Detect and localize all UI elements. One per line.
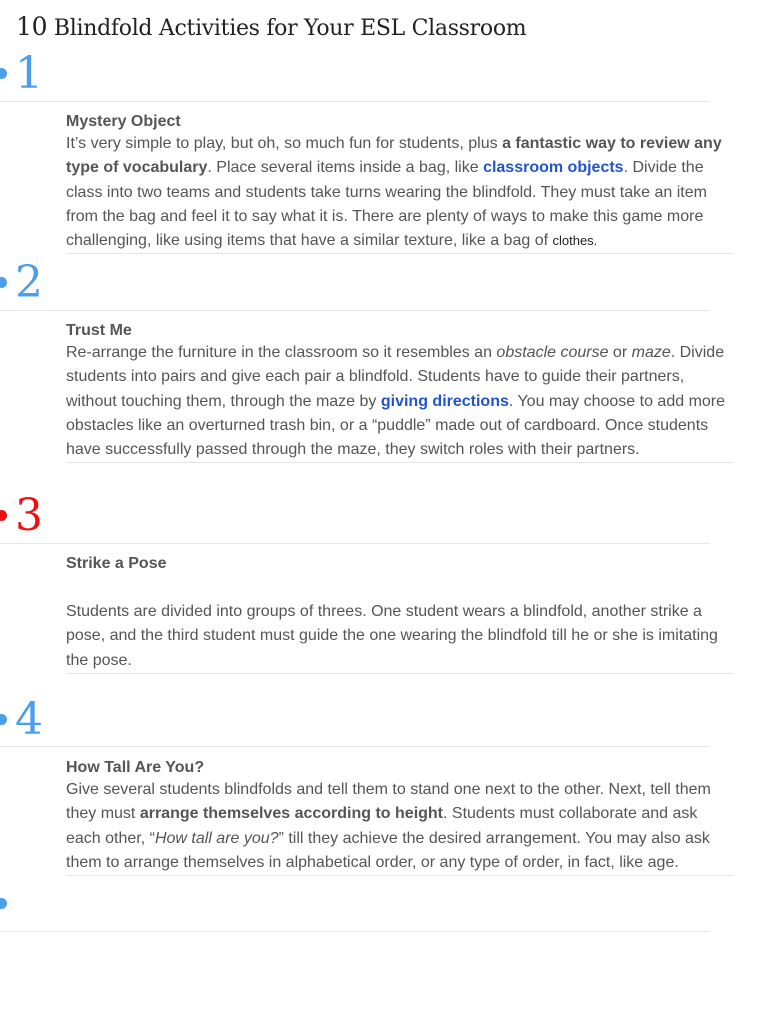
- item-heading: How Tall Are You?: [66, 759, 205, 776]
- bullet-dot-icon: [0, 510, 7, 521]
- item-1-section: [66, 106, 734, 254]
- page-title: [16, 12, 526, 41]
- item-heading: Strike a Pose: [66, 555, 167, 572]
- divider: [0, 310, 710, 311]
- title-number: 10: [16, 12, 48, 41]
- divider: [0, 746, 710, 747]
- divider: [0, 931, 710, 932]
- divider: [66, 462, 734, 463]
- divider: [0, 543, 710, 544]
- bullet-dot-icon: [0, 898, 7, 909]
- item-number: 2: [15, 257, 43, 308]
- item-number: 4: [15, 694, 43, 745]
- title-text: Blindfold Activities for Your ESL Classroom: [53, 16, 527, 41]
- bullet-dot-icon: [0, 68, 7, 79]
- item-4-section: [66, 752, 734, 876]
- item-body: Re-arrange the furniture in the classroom so it resembles an obstacle course or maze. Divide students into pairs and give each pair a blindfold. Students have to guide their partners, without touching them, through the maze by giving directions. You may choose to add more obstacles like an overturned trash bin, or a “puddle” made out of cardboard. Once students have successfully passed through the maze, they switch roles with their partners.: [66, 344, 726, 459]
- item-number: 1: [15, 48, 43, 99]
- divider: [66, 875, 734, 876]
- divider: [66, 253, 734, 254]
- item-heading: Mystery Object: [66, 113, 181, 130]
- item-3-section: [66, 548, 734, 674]
- giving-directions-link[interactable]: giving directions: [380, 392, 509, 410]
- item-2-section: [66, 315, 734, 463]
- item-heading: Trust Me: [66, 322, 132, 339]
- bullet-dot-icon: [0, 714, 7, 725]
- bullet-dot-icon: [0, 277, 7, 288]
- classroom-objects-link[interactable]: classroom objects: [483, 159, 624, 177]
- item-body: It’s very simple to play, but oh, so much fun for students, plus a fantastic way to review any type of vocabulary. Place several items inside a bag, like classroom objects. Divide the class into two teams and students take turns wearing the blindfold. They must take an item from the bag and feel it to say what it is. There are plenty of ways to make this game more challenging, like using items that have a similar texture, like a bag of clothes.: [66, 135, 722, 250]
- divider: [0, 101, 710, 102]
- item-number: 3: [15, 490, 43, 541]
- item-body: Give several students blindfolds and tell them to stand one next to the other. Next, tell them they must arrange themselves according to height. Students must collaborate and ask each other, “How tall are you?” till they achieve the desired arrangement. You may also ask them to arrange themselves in alphabetical order, or any type of order, in fact, like age.: [66, 781, 711, 871]
- divider: [66, 673, 734, 674]
- item-body: Students are divided into groups of threes. One student wears a blindfold, another strike a pose, and the third student must guide the one wearing the blindfold till he or she is imitating the pose.: [66, 603, 718, 669]
